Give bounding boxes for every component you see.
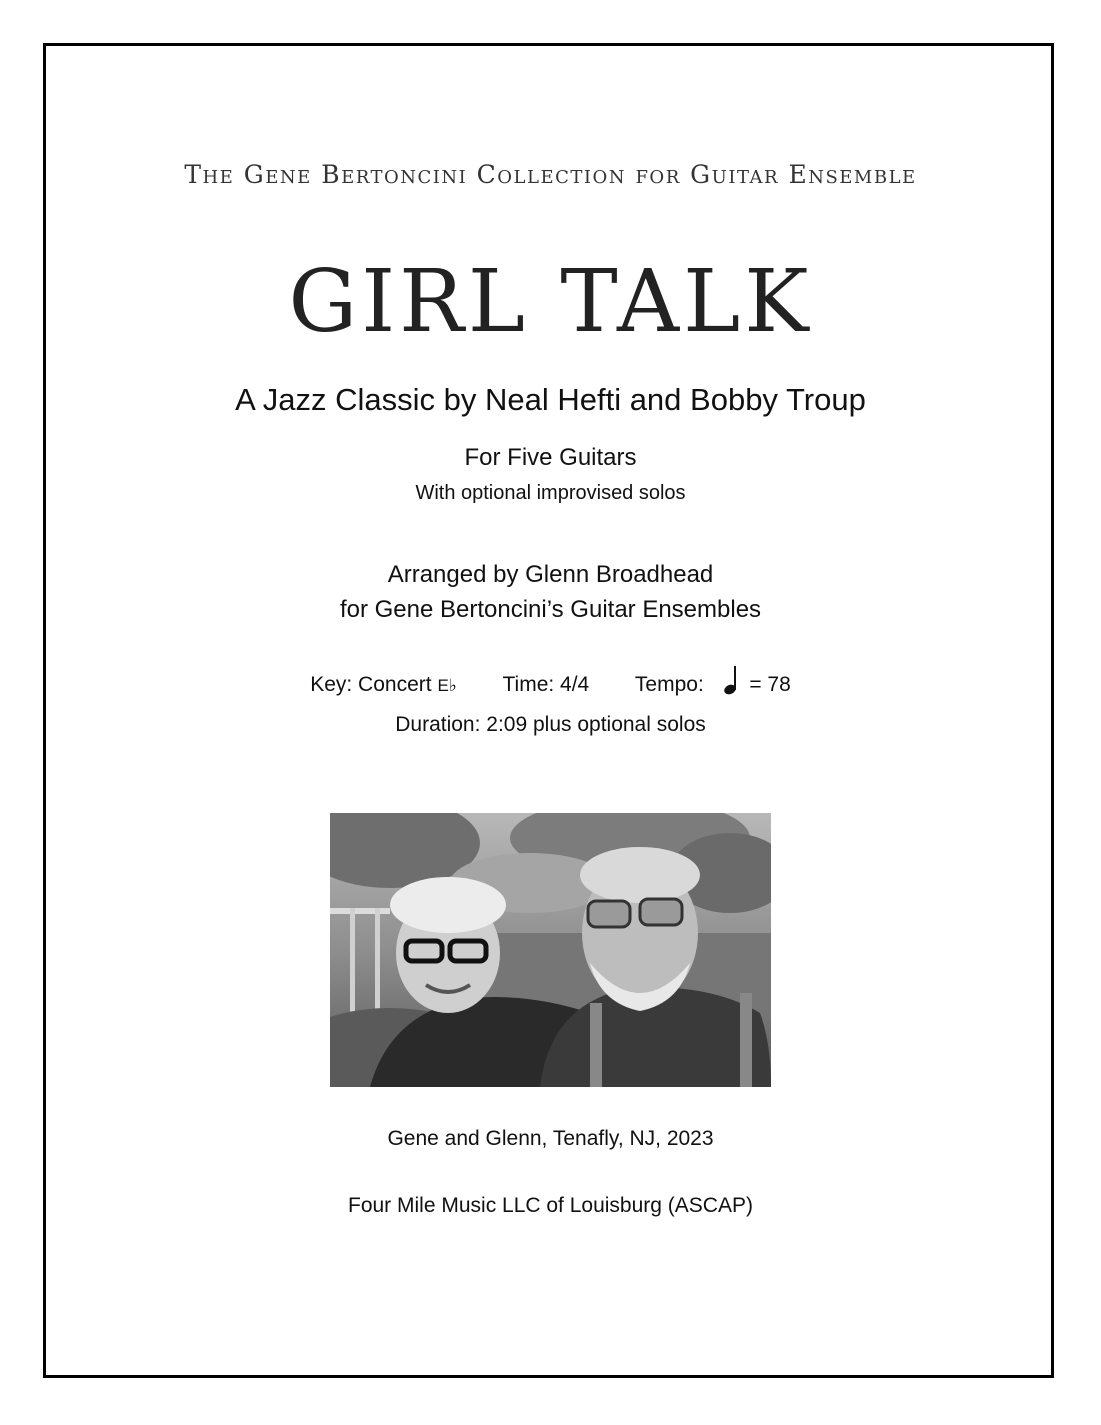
quarter-note-icon [723, 664, 739, 696]
subtitle: A Jazz Classic by Neal Hefti and Bobby Troup [235, 382, 866, 417]
time-signature: Time: 4/4 [502, 673, 590, 696]
piece-title: GIRL TALK [288, 252, 813, 352]
instrumentation: For Five Guitars [464, 444, 637, 471]
arranged-for: for Gene Bertoncini’s Guitar Ensembles [339, 596, 762, 623]
instrumentation-note: With optional improvised solos [415, 482, 686, 504]
music-info-line [0, 664, 1101, 697]
photo-of-two-men-icon [330, 813, 771, 1087]
arranger-credit: Arranged by Glenn Broadhead [387, 561, 714, 588]
duration: Duration: 2:09 plus optional solos [395, 713, 706, 736]
page-border [43, 43, 1054, 1378]
key-label: Key: Concert [310, 673, 432, 696]
key-value: E♭ [437, 676, 457, 695]
publisher: Four Mile Music LLC of Louisburg (ASCAP) [348, 1194, 753, 1217]
series-title: The Gene Bertoncini Collection for Guitar Ensemble [184, 160, 917, 189]
tempo-label: Tempo: [634, 673, 704, 696]
photo-caption: Gene and Glenn, Tenafly, NJ, 2023 [387, 1127, 714, 1150]
tempo-value: = 78 [749, 673, 791, 696]
